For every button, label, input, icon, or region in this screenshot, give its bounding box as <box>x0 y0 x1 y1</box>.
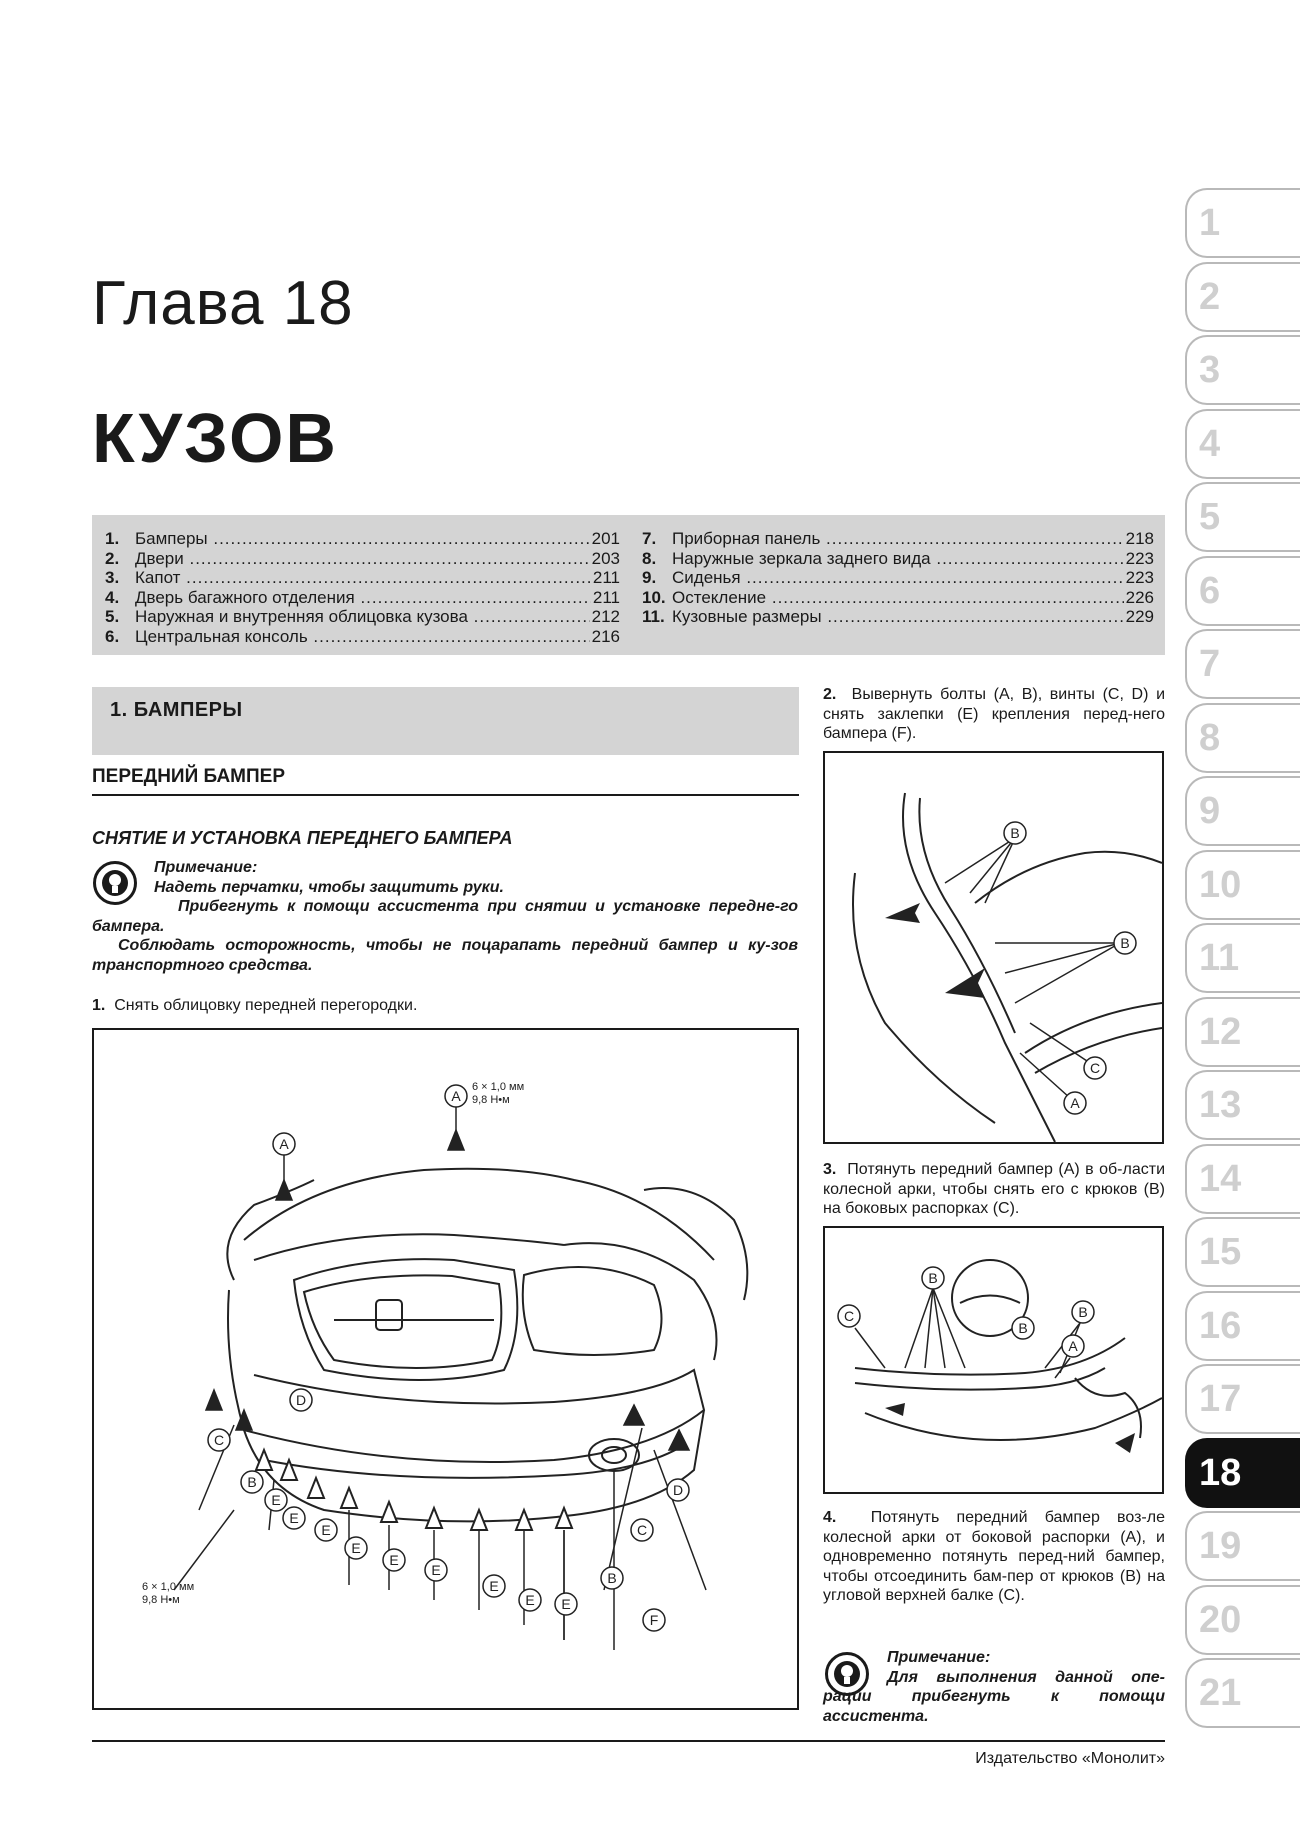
figure-front-bumper-fasteners <box>92 1028 799 1710</box>
contents-item-page: 229 <box>1125 607 1154 627</box>
chapter-tab-number: 2 <box>1199 275 1221 318</box>
label-E: E <box>561 1596 571 1612</box>
chapter-tab-number: 10 <box>1199 863 1242 906</box>
step-text: Вывернуть болты (A, B), винты (C, D) и снять заклепки (E) крепления перед-него бампера (F). <box>823 686 1166 742</box>
note-warning <box>92 858 798 975</box>
contents-item-number: 9. <box>642 568 657 588</box>
chapter-tab-6[interactable] <box>1185 556 1300 626</box>
chapter-tab-number: 1 <box>1199 202 1221 244</box>
label-E: E <box>321 1522 331 1538</box>
label-E: E <box>489 1578 499 1594</box>
step-2 <box>823 685 1165 744</box>
chapter-tab-number: 19 <box>1199 1525 1242 1567</box>
procedure-title: СНЯТИЕ И УСТАНОВКА ПЕРЕДНЕГО БАМПЕРА <box>92 828 513 848</box>
step-number: 1. <box>92 997 106 1014</box>
label-A: A <box>1068 1338 1078 1354</box>
chapter-tab-9[interactable] <box>1185 776 1300 846</box>
torque-spec: 9,8 Н•м <box>142 1594 180 1606</box>
contents-item-number: 11. <box>642 607 665 627</box>
label-E: E <box>289 1510 299 1526</box>
contents-item[interactable] <box>642 549 1154 569</box>
label-E: E <box>525 1592 535 1608</box>
section-title: 1. БАМПЕРЫ <box>110 699 243 721</box>
chapter-tab-number: 13 <box>1199 1084 1242 1126</box>
contents-item-title: Дверь багажного отделения ..... <box>135 588 591 608</box>
label-B: B <box>1010 825 1020 841</box>
contents-item-title: Остекление ..... <box>672 588 1124 608</box>
step-number: 2. <box>823 686 837 703</box>
contents-item-number: 6. <box>105 626 120 646</box>
label-B: B <box>1078 1304 1088 1320</box>
label-D: D <box>672 1482 684 1498</box>
label-C: C <box>636 1522 648 1538</box>
label-B: B <box>928 1270 938 1286</box>
chapter-tab-17[interactable] <box>1185 1364 1300 1434</box>
contents-item-number: 7. <box>642 529 657 548</box>
contents-item[interactable] <box>105 588 620 608</box>
contents-item-title: Наружная и внутренняя облицовка кузова ..... <box>135 607 590 627</box>
chapter-tab-number: 6 <box>1199 569 1221 612</box>
label-B: B <box>1018 1320 1028 1336</box>
step-number: 3. <box>823 1161 837 1178</box>
chapter-tab-number: 21 <box>1199 1672 1242 1714</box>
chapter-tab-7[interactable] <box>1185 629 1300 699</box>
contents-item-title: Кузовные размеры ..... <box>672 607 1124 627</box>
contents-item[interactable] <box>105 607 620 627</box>
torque-spec: 6 × 1,0 мм <box>142 1581 195 1593</box>
contents-item-page: 211 <box>592 587 620 607</box>
label-A: A <box>279 1136 289 1152</box>
contents-item[interactable] <box>105 549 620 569</box>
chapter-tab-number: 11 <box>1199 937 1240 979</box>
chapter-tab-number: 5 <box>1199 496 1221 538</box>
contents-item-number: 4. <box>105 587 120 607</box>
label-E: E <box>271 1492 281 1508</box>
contents-item-title: Приборная панель ..... <box>672 529 1124 549</box>
chapter-tab-number: 3 <box>1199 349 1221 391</box>
note-line: Надеть перчатки, чтобы защитить руки. <box>154 878 504 896</box>
contents-item[interactable] <box>642 588 1154 608</box>
section-header <box>92 687 799 755</box>
chapter-tab-number: 7 <box>1199 643 1221 685</box>
contents-item-title: Капот ..... <box>135 568 591 588</box>
step-4 <box>823 1508 1165 1606</box>
note-line: Для выполнения данной опе-рации прибегнуть к помощи ассистента. <box>823 1668 1165 1725</box>
contents-item[interactable] <box>642 568 1154 588</box>
chapter-tab-16[interactable] <box>1185 1291 1300 1361</box>
contents-item-number: 5. <box>105 607 120 627</box>
chapter-tab-number: 8 <box>1199 716 1221 759</box>
chapter-tab-number: 12 <box>1199 1010 1242 1053</box>
chapter-tab-10[interactable] <box>1185 850 1300 920</box>
contents-item-title: Наружные зеркала заднего вида ..... <box>672 549 1124 569</box>
step-3 <box>823 1160 1165 1219</box>
contents-item-title: Сиденья ..... <box>672 568 1124 588</box>
note-assistant <box>823 1648 1165 1726</box>
chapter-label: Глава 18 <box>92 269 354 338</box>
step-number: 4. <box>823 1509 837 1526</box>
publisher-name: Издательство «Монолит» <box>975 1750 1165 1767</box>
chapter-tab-18[interactable] <box>1185 1438 1300 1508</box>
footer-divider <box>92 1740 1165 1742</box>
figure-bumper-side-fasteners <box>823 751 1164 1144</box>
contents-item-number: 8. <box>642 548 657 568</box>
chapter-tab-14[interactable] <box>1185 1144 1300 1214</box>
chapter-tab-number: 15 <box>1199 1231 1242 1273</box>
figure-side-spacer-hooks <box>823 1226 1164 1494</box>
chapter-tab-number: 4 <box>1199 422 1221 465</box>
chapter-title: КУЗОВ <box>92 399 338 477</box>
bumper-illustration <box>94 1030 797 1708</box>
side-spacer-illustration <box>825 1228 1162 1492</box>
label-E: E <box>389 1552 399 1568</box>
contents-item-page: 201 <box>591 529 620 548</box>
note-line: Соблюдать осторожность, чтобы не поцарапать передний бампер и ку-зов транспортного средства. <box>92 937 798 974</box>
chapter-tab-number: 17 <box>1199 1378 1242 1420</box>
torque-spec: 6 × 1,0 мм <box>472 1081 525 1093</box>
note-heading: Примечание: <box>887 1649 991 1666</box>
chapter-tab-19[interactable] <box>1185 1511 1300 1581</box>
contents-item-title: Бамперы ..... <box>135 529 590 549</box>
step-text: Потянуть передний бампер воз-ле колесной арки от боковой распорки (A), и одновременно потянуть перед-ний бампер, чтобы отсоединить бам-пер от крюков (B) на угловой верхней балке (C). <box>823 1509 1165 1604</box>
label-A: A <box>451 1088 461 1104</box>
label-B: B <box>607 1570 617 1586</box>
contents-item-number: 1. <box>105 529 120 548</box>
chapter-tab-11[interactable] <box>1185 923 1300 993</box>
chapter-tab-number: 16 <box>1199 1304 1242 1347</box>
subsection-divider <box>92 794 799 796</box>
contents-column-left <box>105 529 620 647</box>
subsection-title: ПЕРЕДНИЙ БАМПЕР <box>92 766 286 787</box>
contents-column-right <box>642 529 1154 627</box>
contents-item[interactable] <box>105 568 620 588</box>
chapter-tab-number: 9 <box>1199 790 1221 832</box>
contents-item[interactable] <box>642 607 1154 627</box>
contents-item-number: 2. <box>105 548 120 568</box>
contents-item-title: Центральная консоль ..... <box>135 627 590 647</box>
label-E: E <box>351 1540 361 1556</box>
note-heading: Примечание: <box>154 859 258 876</box>
chapter-tab-12[interactable] <box>1185 997 1300 1067</box>
chapter-tab-21[interactable] <box>1185 1658 1300 1728</box>
label-C: C <box>843 1308 855 1324</box>
chapter-tab-5[interactable] <box>1185 482 1300 552</box>
chapter-tab-number: 14 <box>1199 1157 1242 1200</box>
chapter-tab-number: 18 <box>1199 1451 1242 1494</box>
label-A: A <box>1070 1095 1080 1111</box>
label-B: B <box>247 1474 257 1490</box>
side-fastener-illustration <box>825 753 1162 1142</box>
chapter-tab-15[interactable] <box>1185 1217 1300 1287</box>
chapter-tab-4[interactable] <box>1185 409 1300 479</box>
contents-item-page: 218 <box>1125 529 1154 548</box>
contents-item[interactable] <box>105 627 620 647</box>
contents-item-page: 223 <box>1125 548 1154 568</box>
label-C: C <box>213 1432 225 1448</box>
label-B: B <box>1120 935 1130 951</box>
chapter-tab-number: 20 <box>1199 1598 1242 1641</box>
contents-item-page: 203 <box>591 548 620 568</box>
contents-item-page: 212 <box>591 607 620 627</box>
chapter-tab-1[interactable] <box>1185 188 1300 258</box>
step-text: Потянуть передний бампер (A) в об-ласти колесной арки, чтобы снять его с крюков (B) на боковых распорках (C). <box>823 1161 1166 1217</box>
contents-item[interactable] <box>105 529 620 549</box>
contents-item-page: 211 <box>592 568 620 588</box>
torque-spec: 9,8 Н•м <box>472 1094 510 1106</box>
contents-item-page: 226 <box>1125 587 1154 607</box>
label-C: C <box>1089 1060 1101 1076</box>
label-F: F <box>649 1612 659 1628</box>
contents-item-number: 3. <box>105 568 120 588</box>
chapter-tab-8[interactable] <box>1185 703 1300 773</box>
label-D: D <box>295 1392 307 1408</box>
chapter-contents <box>92 515 1165 655</box>
chapter-tab-2[interactable] <box>1185 262 1300 332</box>
label-E: E <box>431 1562 441 1578</box>
chapter-tab-20[interactable] <box>1185 1585 1300 1655</box>
contents-item-title: Двери ..... <box>135 549 590 569</box>
chapter-tab-13[interactable] <box>1185 1070 1300 1140</box>
contents-item-number: 10. <box>642 587 666 607</box>
contents-item-page: 216 <box>591 626 620 646</box>
chapter-tab-3[interactable] <box>1185 335 1300 405</box>
note-line: Прибегнуть к помощи ассистента при снятии и установке передне-го бампера. <box>92 898 798 935</box>
step-text: Снять облицовку передней перегородки. <box>114 997 418 1014</box>
step-1 <box>92 996 792 1016</box>
contents-item[interactable] <box>642 529 1154 549</box>
contents-item-page: 223 <box>1125 568 1154 588</box>
